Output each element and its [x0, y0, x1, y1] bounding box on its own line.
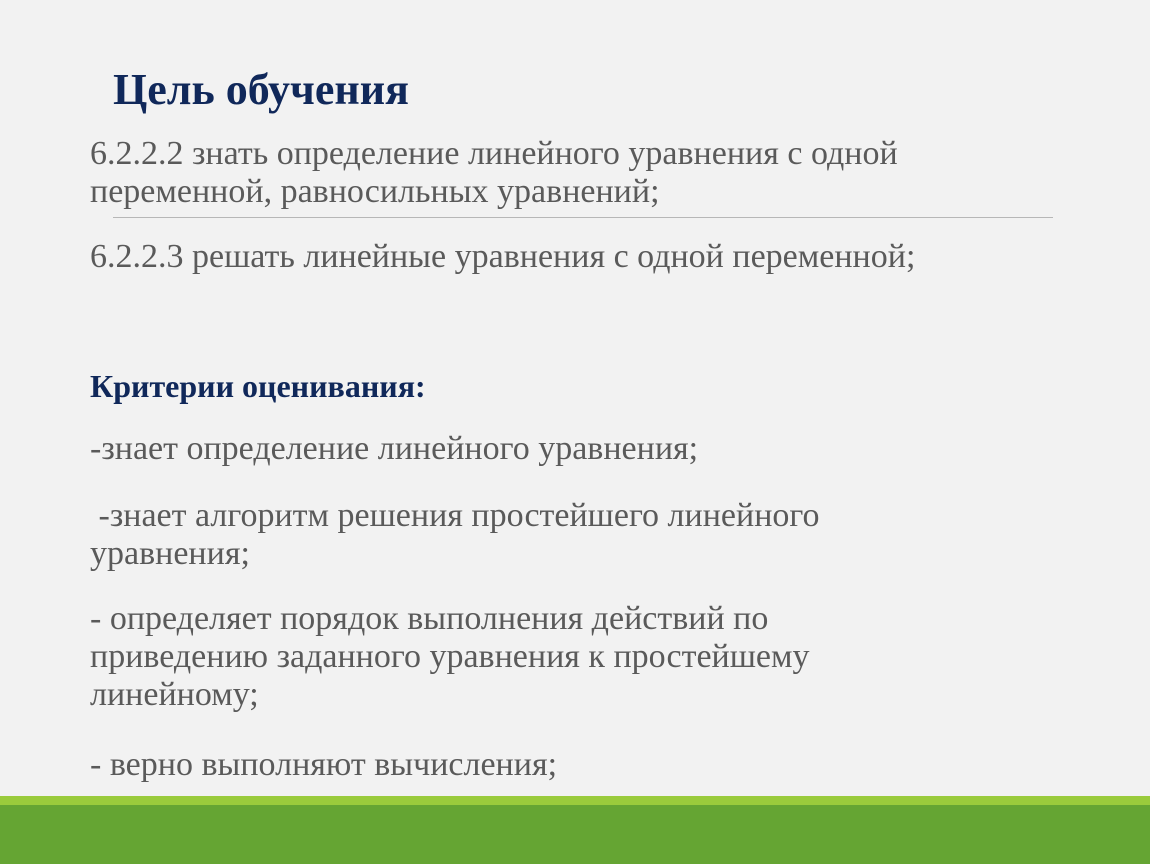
- criterion-1: [90, 430, 698, 468]
- objective-2-line-1: 6.2.2.3 решать линейные уравнения с одной переменной;: [90, 238, 916, 275]
- criterion-3: [90, 600, 810, 714]
- objective-1-line-1: 6.2.2.2 знать определение линейного уравнения с одной: [90, 135, 898, 172]
- divider-line: [113, 217, 1053, 218]
- criterion-3-line-2: приведению заданного уравнения к простейшему: [90, 638, 810, 675]
- objective-1-line-2: переменной, равносильных уравнений;: [90, 173, 660, 210]
- objective-2: [90, 238, 915, 276]
- criterion-2-line-2: уравнения;: [90, 535, 250, 572]
- criterion-4-line-1: - верно выполняют вычисления;: [90, 746, 558, 783]
- criterion-3-line-3: линейному;: [90, 676, 259, 713]
- slide-title: Цель обучения: [113, 65, 409, 114]
- footer-band-light: [0, 796, 1150, 805]
- criterion-2: [90, 497, 820, 573]
- objective-1: [90, 135, 898, 211]
- criterion-4: [90, 746, 557, 784]
- criteria-heading: Критерии оценивания:: [90, 368, 426, 404]
- footer-band-dark: [0, 805, 1150, 864]
- criterion-1-line-1: -знает определение линейного уравнения;: [90, 430, 699, 467]
- criterion-2-line-1: -знает алгоритм решения простейшего линейного: [90, 497, 820, 534]
- criterion-3-line-1: - определяет порядок выполнения действий по: [90, 600, 769, 637]
